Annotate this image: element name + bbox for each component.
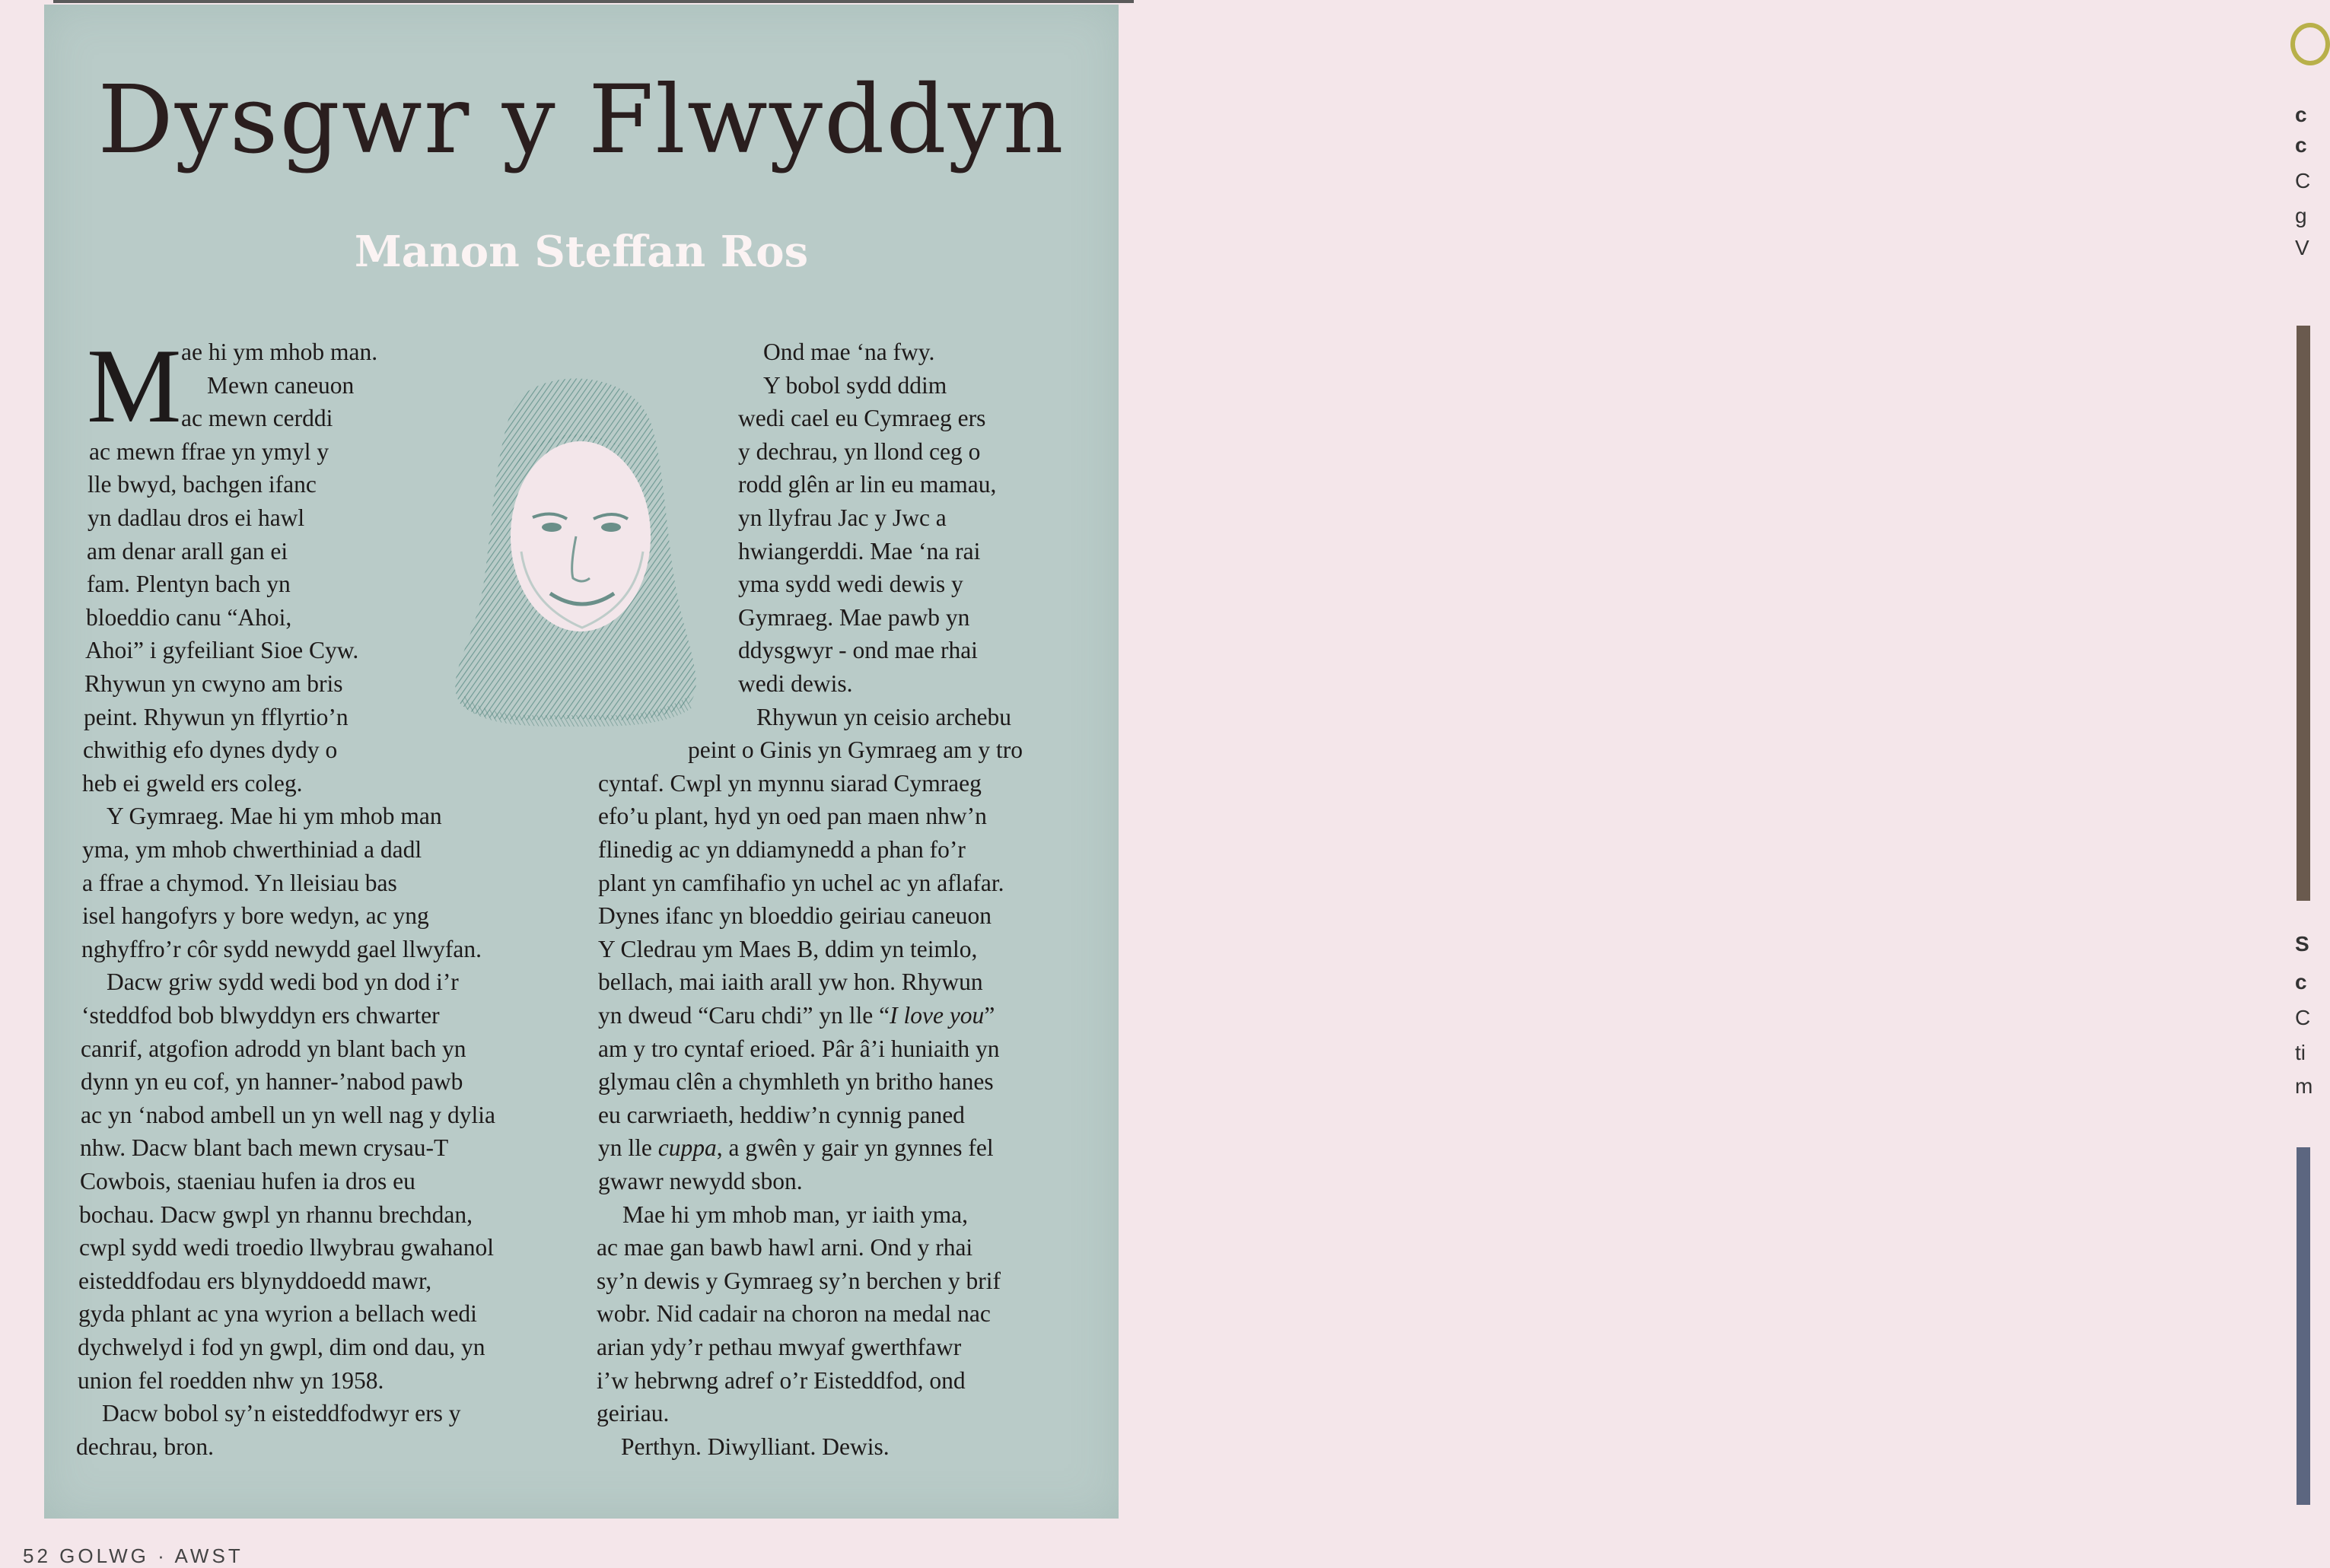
text-line: ddysgwyr - ond mae rhai <box>738 637 978 664</box>
text-line: Ahoi” i gyfeiliant Sioe Cyw. <box>85 637 359 664</box>
page-edge <box>53 0 1134 3</box>
adjacent-text-fragment: c <box>2295 133 2307 157</box>
text-line: Dacw griw sydd wedi bod yn dod i’r <box>107 968 459 996</box>
text-line: sy’n dewis y Gymraeg sy’n berchen y brif <box>597 1267 1001 1294</box>
text-line: Dacw bobol sy’n eisteddfodwyr ers y <box>102 1400 461 1427</box>
text-line: am denar arall gan ei <box>87 537 288 565</box>
text-line: arian ydy’r pethau mwyaf gwerthfawr <box>597 1334 962 1360</box>
text-line: bloeddio canu “Ahoi, <box>86 603 292 631</box>
text-line: yn dweud “Caru chdi” yn lle “I love you” <box>598 1002 995 1029</box>
text-line: ‘steddfod bob blwyddyn ers chwarter <box>81 1002 440 1029</box>
text-line: Mewn caneuon <box>207 371 355 399</box>
text-line: Rhywun yn ceisio archebu <box>756 703 1012 730</box>
text-line: glymau clên a chymhleth yn britho hanes <box>598 1068 994 1096</box>
text-line: yma sydd wedi dewis y <box>738 571 963 598</box>
text-line: cyntaf. Cwpl yn mynnu siarad Cymraeg <box>598 769 982 797</box>
adjacent-text-fragment: V <box>2295 236 2309 259</box>
text-line: a ffrae a chymod. Yn lleisiau bas <box>82 869 397 896</box>
text-line: Y Cledrau ym Maes B, ddim yn teimlo, <box>598 935 978 962</box>
adjacent-text-fragment: C <box>2295 1006 2311 1029</box>
text-line: eu carwriaeth, heddiw’n cynnig paned <box>598 1101 965 1128</box>
text-line: Y bobol sydd ddim <box>763 371 947 399</box>
text-line: y dechrau, yn llond ceg o <box>738 437 981 465</box>
text-line: plant yn camfihafio yn uchel ac yn aflafar. <box>598 869 1004 896</box>
text-line: heb ei gweld ers coleg. <box>82 769 303 797</box>
text-line: Ond mae ‘na fwy. <box>763 339 935 365</box>
text-line: yma, ym mhob chwerthiniad a dadl <box>82 836 422 863</box>
text-line: fam. Plentyn bach yn <box>87 571 291 598</box>
text-line: nghyffro’r côr sydd newydd gael llwyfan. <box>81 935 482 962</box>
text-line: flinedig ac yn ddiamynedd a phan fo’r <box>598 836 966 863</box>
text-line: Perthyn. Diwylliant. Dewis. <box>621 1433 890 1460</box>
text-line: ac mewn ffrae yn ymyl y <box>89 437 329 465</box>
text-line: yn llyfrau Jac y Jwc a <box>738 504 947 531</box>
text-line: Y Gymraeg. Mae hi ym mhob man <box>107 803 442 830</box>
page-footer: 52 GOLWG · AWST <box>23 1544 244 1567</box>
text-line: Cowbois, staeniau hufen ia dros eu <box>80 1168 415 1194</box>
adjacent-text-fragment: g <box>2295 204 2307 227</box>
text-line: cwpl sydd wedi troedio llwybrau gwahanol <box>79 1234 495 1261</box>
text-line: lle bwyd, bachgen ifanc <box>88 471 317 498</box>
text-line: peint. Rhywun yn fflyrtio’n <box>84 703 349 730</box>
text-line: ac mewn cerddi <box>181 405 333 432</box>
text-line: union fel roedden nhw yn 1958. <box>78 1366 384 1394</box>
text-line: Gymraeg. Mae pawb yn <box>738 603 970 631</box>
text-line: canrif, atgofion adrodd yn blant bach yn <box>81 1035 466 1062</box>
text-line: hwiangerddi. Mae ‘na rai <box>738 537 981 565</box>
adjacent-text-fragment: C <box>2295 169 2311 192</box>
text-line: chwithig efo dynes dydy o <box>83 736 338 764</box>
adjacent-text-fragment: m <box>2295 1074 2313 1098</box>
text-line: isel hangofyrs y bore wedyn, ac yng <box>82 902 429 930</box>
adjacent-text-fragment: c <box>2295 103 2307 126</box>
text-line: ae hi ym mhob man. <box>181 339 378 365</box>
text-line: efo’u plant, hyd yn oed pan maen nhw’n <box>598 803 987 830</box>
text-line: Rhywun yn cwyno am bris <box>84 670 343 697</box>
text-line: ac mae gan bawb hawl arni. Ond y rhai <box>597 1234 973 1261</box>
text-line: gwawr newydd sbon. <box>598 1168 803 1194</box>
drop-cap: M <box>87 327 182 445</box>
text-line: yn dadlau dros ei hawl <box>88 504 305 531</box>
author-portrait-illustration <box>438 361 711 742</box>
text-line: nhw. Dacw blant bach mewn crysau-T <box>80 1134 449 1162</box>
text-line: dynn yn eu cof, yn hanner-’nabod pawb <box>81 1068 463 1096</box>
text-line: yn lle cuppa, a gwên y gair yn gynnes fel <box>598 1134 994 1162</box>
text-line: dychwelyd i fod yn gwpl, dim ond dau, yn <box>78 1334 485 1360</box>
text-line: bochau. Dacw gwpl yn rhannu brechdan, <box>79 1201 473 1228</box>
text-line: eisteddfodau ers blynyddoedd mawr, <box>78 1267 432 1294</box>
adjacent-text-fragment: S <box>2295 932 2309 956</box>
adjacent-text-fragment: c <box>2295 970 2307 994</box>
text-line: bellach, mai iaith arall yw hon. Rhywun <box>598 968 983 996</box>
logo-icon <box>2290 23 2330 65</box>
article-title: Dysgwr y Flwyddyn <box>97 65 1065 175</box>
text-line: wedi cael eu Cymraeg ers <box>738 405 986 432</box>
text-line: Mae hi ym mhob man, yr iaith yma, <box>622 1201 969 1228</box>
text-line: gyda phlant ac yna wyrion a bellach wedi <box>78 1300 477 1328</box>
text-line: geiriau. <box>597 1400 670 1427</box>
adjacent-text-fragment: ti <box>2295 1041 2306 1064</box>
text-line: am y tro cyntaf erioed. Pâr â’i huniaith yn <box>598 1035 1000 1062</box>
text-line: ac yn ‘nabod ambell un yn well nag y dylia <box>81 1101 495 1128</box>
text-line: rodd glên ar lin eu mamau, <box>738 471 997 498</box>
text-line: Dynes ifanc yn bloeddio geiriau caneuon <box>598 902 992 930</box>
adjacent-page-strip <box>1141 0 2313 1558</box>
text-line: wobr. Nid cadair na choron na medal nac <box>597 1300 991 1328</box>
text-line: dechrau, bron. <box>76 1433 215 1460</box>
text-line: peint o Ginis yn Gymraeg am y tro <box>688 736 1023 764</box>
adjacent-photo <box>2297 1147 2310 1505</box>
text-line: wedi dewis. <box>738 670 853 697</box>
article-author: Manon Steffan Ros <box>354 227 809 277</box>
adjacent-photo <box>2297 326 2310 901</box>
text-line: i’w hebrwng adref o’r Eisteddfod, ond <box>597 1366 966 1394</box>
